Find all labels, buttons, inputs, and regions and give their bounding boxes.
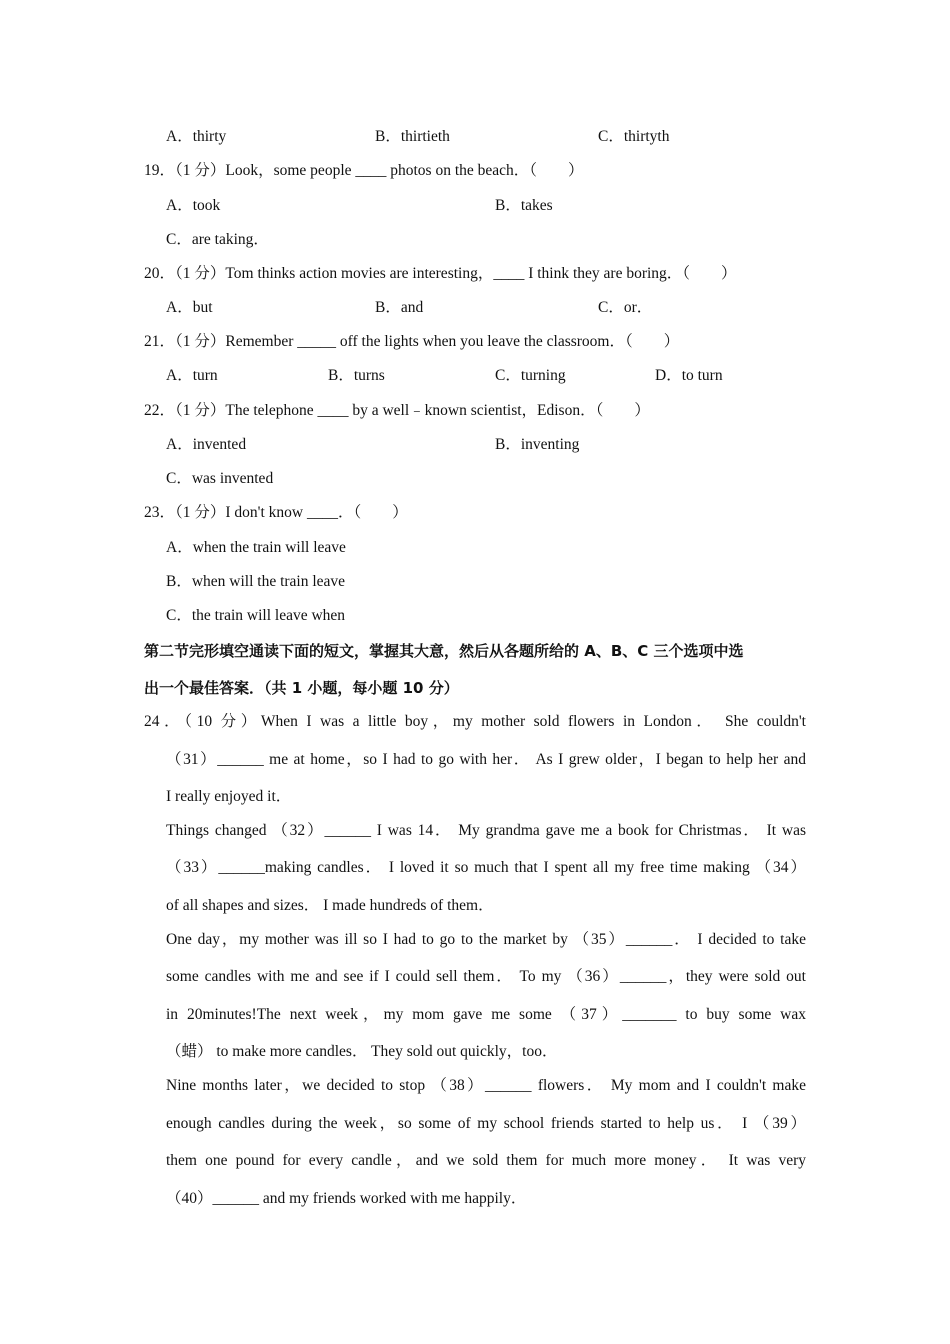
q19-stem: 19．（1 分）Look，some people ____ photos on the beach．（ ）	[144, 162, 584, 179]
q24-line-8: some candles with me and see if I could sell them． To my （36）______，they were sold out	[166, 968, 806, 985]
q22-option-c: C．was invented	[166, 470, 274, 487]
q23-option-b: B．when will the train leave	[166, 573, 346, 590]
q23-option-c: C．the train will leave when	[166, 607, 346, 624]
q19-option-c: C．are taking．	[166, 231, 269, 248]
q24-line-12: enough candles during the week，so some of my school friends started to help us． I （39）	[166, 1115, 806, 1132]
q18-option-a: A．thirty	[166, 128, 227, 145]
q23-option-a: A．when the train will leave	[166, 539, 346, 556]
q19-option-b: B．takes	[495, 197, 553, 214]
q21-option-b: B．turns	[328, 367, 385, 384]
q24-line-14: （40）______ and my friends worked with me happily．	[166, 1190, 527, 1207]
q24-line-11: Nine months later，we decided to stop （38）______ flowers． My mom and I couldn't make	[166, 1077, 806, 1094]
q20-stem: 20．（1 分）Tom thinks action movies are interesting，____ I think they are boring．（ ）	[144, 265, 737, 282]
q20-option-b: B．and	[375, 299, 424, 316]
q20-option-a: A．but	[166, 299, 213, 316]
q24-line-9: in 20minutes!The next week，my mom gave me some （37）_______ to buy some wax	[166, 1006, 806, 1023]
q19-option-a: A．took	[166, 197, 221, 214]
q22-option-b: B．inventing	[495, 436, 580, 453]
q23-stem: 23．（1 分）I don't know ____．（ ）	[144, 504, 408, 521]
q18-option-b: B．thirtieth	[375, 128, 450, 145]
q24-line-5: （33）______making candles． I loved it so much that I spent all my free time making （34）	[166, 859, 806, 876]
section2-heading-line1: 第二节完形填空通读下面的短文，掌握其大意，然后从各题所给的 A、B、C 三个选项中选	[144, 642, 744, 660]
q24-line-6: of all shapes and sizes． I made hundreds of them．	[166, 897, 494, 914]
section2-heading-line2: 出一个最佳答案．（共 1 小题，每小题 10 分）	[144, 679, 459, 697]
q20-option-c: C．or．	[598, 299, 653, 316]
q24-line-3: I really enjoyed it．	[166, 788, 292, 805]
q22-option-a: A．invented	[166, 436, 247, 453]
q24-line-1: 24．（10 分）When I was a little boy，my mother sold flowers in London． She couldn't	[144, 713, 806, 730]
q21-stem: 21．（1 分）Remember _____ off the lights when you leave the classroom．（ ）	[144, 333, 680, 350]
q24-line-4: Things changed （32）______ I was 14． My grandma gave me a book for Christmas． It was	[166, 822, 806, 839]
q24-line-13: them one pound for every candle，and we sold them for much more money． It was very	[166, 1152, 806, 1169]
q21-option-d: D．to turn	[655, 367, 723, 384]
q21-option-a: A．turn	[166, 367, 218, 384]
q24-line-2: （31）______ me at home，so I had to go with her． As I grew older，I began to help her and	[166, 751, 806, 768]
q21-option-c: C．turning	[495, 367, 566, 384]
q24-line-10: （蜡） to make more candles． They sold out quickly，too．	[166, 1043, 558, 1060]
q18-option-c: C．thirtyth	[598, 128, 670, 145]
q22-stem: 22．（1 分）The telephone ____ by a well﹣known scientist，Edison．（ ）	[144, 402, 650, 419]
q24-line-7: One day，my mother was ill so I had to go to the market by （35）______． I decided to take	[166, 931, 806, 948]
